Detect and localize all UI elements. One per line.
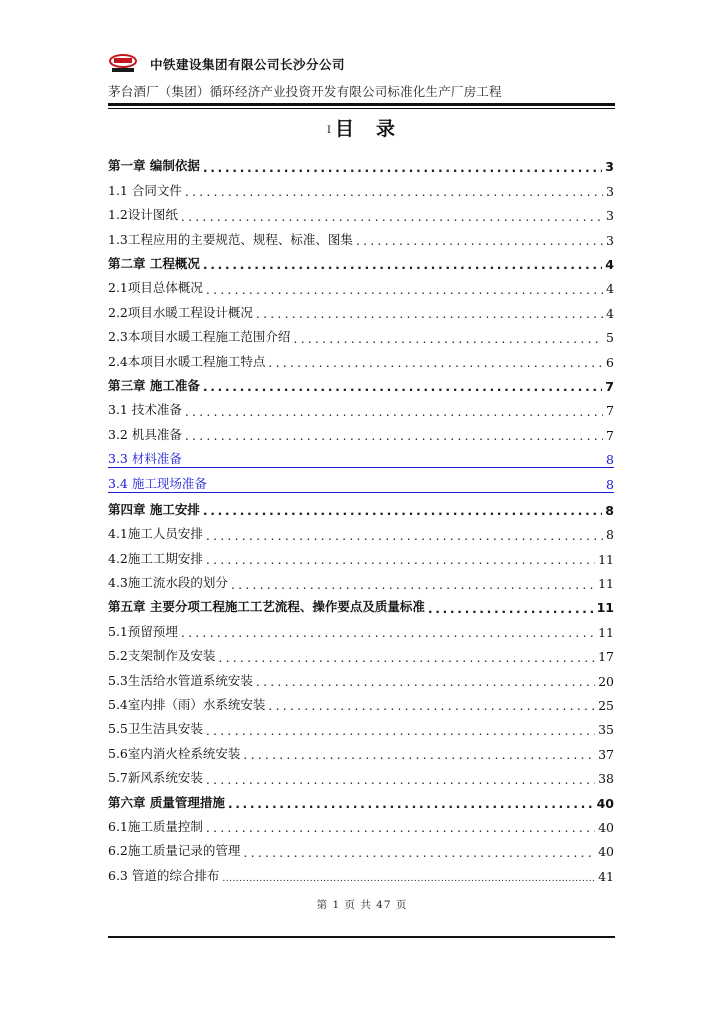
toc-title-char-1: 目 xyxy=(334,118,356,140)
footer-rule xyxy=(108,936,615,938)
toc-entry-5-5[interactable]: 5.5卫生洁具安装 ..... 35 xyxy=(108,713,614,737)
toc-entry-chapter-3[interactable]: 第三章 施工准备 ..... 7 xyxy=(108,370,614,394)
toc-entry-chapter-5[interactable]: 第五章 主要分项工程施工工艺流程、操作要点及质量标准 ..... 11 xyxy=(108,591,614,615)
toc-entry-chapter-6[interactable]: 第六章 质量管理措施 ..... 40 xyxy=(108,786,614,810)
toc-entry-2-2[interactable]: 2.2项目水暖工程设计概况 ..... 4 xyxy=(108,296,614,320)
toc-entry-2-4[interactable]: 2.4本项目水暖工程施工特点 ..... 6 xyxy=(108,345,614,369)
toc-entry-3-2[interactable]: 3.2 机具准备 ..... 7 xyxy=(108,418,614,442)
toc-entry-6-3[interactable]: 6.3 管道的综合排布 ..... 41 xyxy=(108,859,614,883)
toc-title-char-2: 录 xyxy=(375,118,397,140)
toc-link-3-4[interactable]: 3.4 施工现场准备 8 xyxy=(108,468,614,493)
toc-entry-5-1[interactable]: 5.1预留预埋 ..... 11 xyxy=(108,615,614,639)
header-rule-thin xyxy=(108,108,615,109)
toc-entry-1-1[interactable]: 1.1 合同文件 ..... 3 xyxy=(108,174,614,198)
table-of-contents xyxy=(108,150,614,884)
toc-entry-chapter-2[interactable]: 第二章 工程概况 ..... 4 xyxy=(108,248,614,272)
toc-entry-5-3[interactable]: 5.3生活给水管道系统安装 ..... 20 xyxy=(108,664,614,688)
page-header xyxy=(108,50,613,78)
toc-entry-1-3[interactable]: 1.3工程应用的主要规范、规程、标准、图集 ..... 3 xyxy=(108,223,614,247)
toc-entry-6-1[interactable]: 6.1施工质量控制 ..... 40 xyxy=(108,811,614,835)
toc-title-prefix: I xyxy=(327,125,333,136)
toc-entry-4-2[interactable]: 4.2施工工期安排 ..... 11 xyxy=(108,542,614,566)
toc-entry-5-7[interactable]: 5.7新风系统安装 ..... 38 xyxy=(108,762,614,786)
toc-entry-2-1[interactable]: 2.1项目总体概况 ..... 4 xyxy=(108,272,614,296)
toc-entry-chapter-1[interactable]: 第一章 编制依据 ..... 3 xyxy=(108,150,614,174)
toc-entry-5-2[interactable]: 5.2支架制作及安装 ..... 17 xyxy=(108,640,614,664)
toc-entry-6-2[interactable]: 6.2施工质量记录的管理 ..... 40 xyxy=(108,835,614,859)
toc-entry-5-6[interactable]: 5.6室内消火栓系统安装 ..... 37 xyxy=(108,737,614,761)
project-name: 茅台酒厂（集团）循环经济产业投资开发有限公司标准化生产厂房工程 xyxy=(108,84,502,99)
company-name: 中铁建设集团有限公司长沙分公司 xyxy=(150,57,346,72)
toc-entry-2-3[interactable]: 2.3本项目水暖工程施工范围介绍 ..... 5 xyxy=(108,321,614,345)
toc-entry-chapter-4[interactable]: 第四章 施工安排 ..... 8 xyxy=(108,493,614,517)
toc-entry-3-1[interactable]: 3.1 技术准备 ..... 7 xyxy=(108,394,614,418)
toc-link-3-3[interactable]: 3.3 材料准备 8 xyxy=(108,443,614,468)
page-footer: 第 1 页 共 47 页 xyxy=(316,899,408,911)
toc-entry-1-2[interactable]: 1.2设计图纸 ..... 3 xyxy=(108,199,614,223)
company-logo-icon xyxy=(108,53,138,75)
header-rule-thick xyxy=(108,103,615,106)
toc-title xyxy=(0,114,724,141)
toc-entry-4-3[interactable]: 4.3施工流水段的划分 ..... 11 xyxy=(108,567,614,591)
toc-entry-4-1[interactable]: 4.1施工人员安排 ..... 8 xyxy=(108,518,614,542)
toc-entry-5-4[interactable]: 5.4室内排（雨）水系统安装 ..... 25 xyxy=(108,689,614,713)
